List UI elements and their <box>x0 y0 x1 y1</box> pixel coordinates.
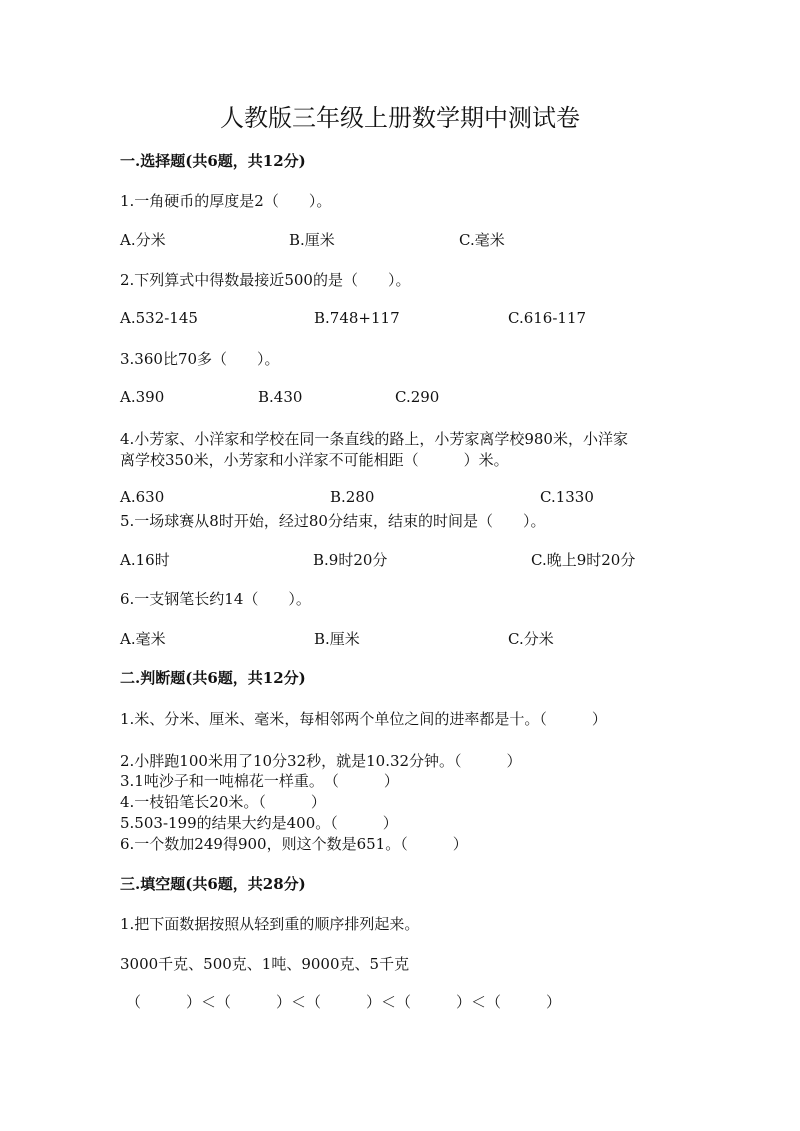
option-c: C.晚上9时20分 <box>531 551 636 569</box>
option-c: C.毫米 <box>459 231 505 249</box>
question-text: 3.360比70多（ ）。 <box>120 350 280 368</box>
option-b: B.厘米 <box>289 231 335 249</box>
option-c: C.290 <box>395 388 440 406</box>
question-text: 2.下列算式中得数最接近500的是（ ）。 <box>120 271 411 289</box>
option-b: B.280 <box>330 488 375 506</box>
option-c: C.分米 <box>508 630 554 648</box>
option-a: A.16时 <box>120 551 170 569</box>
section-heading-choice: 一.选择题(共6题，共12分) <box>120 152 306 170</box>
data-list: 3000千克、500克、1吨、9000克、5千克 <box>120 955 410 973</box>
question-text-line1: 4.小芳家、小洋家和学校在同一条直线的路上，小芳家离学校980米，小洋家 <box>120 430 628 448</box>
section-heading-fill: 三.填空题(共6题，共28分) <box>120 875 306 893</box>
question-text: 6.一支钢笔长约14（ ）。 <box>120 590 311 608</box>
option-a: A.532-145 <box>120 309 198 327</box>
exam-title: 人教版三年级上册数学期中测试卷 <box>220 104 580 132</box>
option-c: C.1330 <box>540 488 594 506</box>
option-b: B.厘米 <box>314 630 360 648</box>
question-text: 1.一角硬币的厚度是2（ ）。 <box>120 192 332 210</box>
option-b: B.9时20分 <box>313 551 388 569</box>
answer-blanks: （ ）＜（ ）＜（ ）＜（ ）＜（ ） <box>126 993 562 1011</box>
question-text-line2: 离学校350米，小芳家和小洋家不可能相距（ ）米。 <box>120 451 509 469</box>
question-text: 5.一场球赛从8时开始，经过80分结束，结束的时间是（ ）。 <box>120 512 546 530</box>
option-a: A.630 <box>120 488 165 506</box>
option-b: B.748+117 <box>314 309 400 327</box>
option-c: C.616-117 <box>508 309 587 327</box>
option-b: B.430 <box>258 388 303 406</box>
judgment-item: 2.小胖跑100米用了10分32秒，就是10.32分钟。（ ） <box>120 752 522 770</box>
judgment-item: 6.一个数加249得900，则这个数是651。（ ） <box>120 835 468 853</box>
judgment-item: 3.1吨沙子和一吨棉花一样重。 （ ） <box>120 772 399 790</box>
question-text: 1.把下面数据按照从轻到重的顺序排列起来。 <box>120 915 420 933</box>
judgment-item: 4.一枝铅笔长20米。（ ） <box>120 793 326 811</box>
option-a: A.390 <box>120 388 165 406</box>
section-heading-judgment: 二.判断题(共6题，共12分) <box>120 669 306 687</box>
judgment-item: 5.503-199的结果大约是400。（ ） <box>120 814 398 832</box>
option-a: A.分米 <box>120 231 166 249</box>
judgment-item: 1.米、分米、厘米、毫米，每相邻两个单位之间的进率都是十。（ ） <box>120 710 607 728</box>
option-a: A.毫米 <box>120 630 166 648</box>
